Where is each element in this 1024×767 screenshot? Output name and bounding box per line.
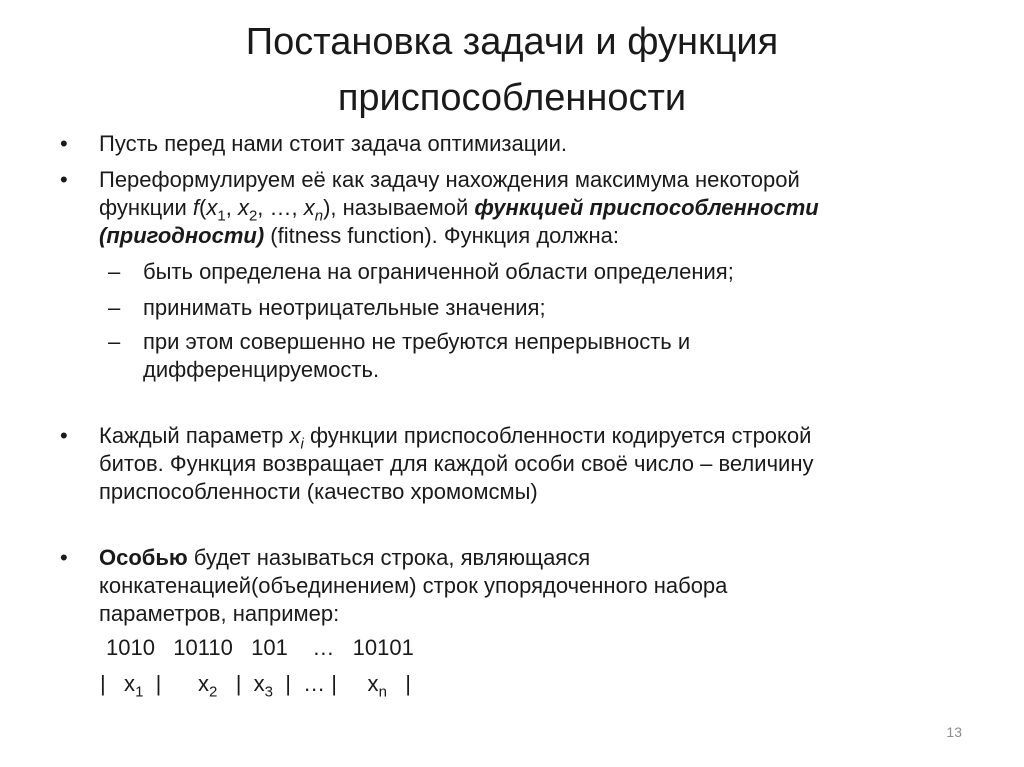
bullet-parameter-line-2: битов. Функция возвращает для каждой особи своё число – величину bbox=[99, 451, 814, 476]
fitness-term-alt: (пригодности) bbox=[99, 223, 265, 248]
bitstring-parameters: | $x_1$ | $x_2$ | $x_3$ | … | $x_n$ | bbox=[100, 671, 411, 701]
bullet-parameter-line-3: приспособленности (качество хромомсмы) bbox=[99, 479, 538, 504]
subitem-no-continuity-line-1: при этом совершенно не требуются непрерывность и bbox=[143, 329, 691, 354]
bullet-marker: • bbox=[60, 423, 68, 448]
bullet-optimization-task: Пусть перед нами стоит задача оптимизации. bbox=[99, 131, 568, 156]
bullet-individual-line-1: Особью будет называться строка, являющаяся bbox=[99, 545, 591, 570]
title-line-2: приспособленности bbox=[337, 77, 687, 119]
subitem-nonnegative: принимать неотрицательные значения; bbox=[143, 295, 546, 320]
individual-term: Особью bbox=[99, 545, 188, 570]
bullet-reformulate-line-1: Переформулируем её как задачу нахождения максимума некоторой bbox=[99, 167, 800, 192]
fitness-function-term: функцией приспособленности bbox=[474, 195, 819, 220]
bullet-individual-line-3: параметров, например: bbox=[99, 601, 340, 626]
bullet-individual-line-2: конкатенацией(объединением) строк упорядоченного набора bbox=[99, 573, 728, 598]
bullet-reformulate-line-3: (пригодности) (fitness function). Функция должна: bbox=[99, 223, 619, 248]
dash-marker: – bbox=[108, 259, 121, 284]
subitem-no-continuity-line-2: дифференцируемость. bbox=[143, 357, 380, 382]
slide-title bbox=[60, 14, 964, 126]
bullet-marker: • bbox=[60, 131, 68, 156]
subitem-bounded-domain: быть определена на ограниченной области определения; bbox=[143, 259, 734, 284]
bullet-parameter-line-1: Каждый параметр $x_i$ функции приспособленности кодируется строкой bbox=[99, 423, 812, 453]
title-line-1: Постановка задачи и функция bbox=[245, 21, 779, 63]
bullet-marker: • bbox=[60, 545, 68, 570]
dash-marker: – bbox=[108, 295, 121, 320]
bullet-marker: • bbox=[60, 167, 68, 192]
dash-marker: – bbox=[108, 329, 121, 354]
bitstring-example: 1010 10110 101 … 10101 bbox=[106, 635, 414, 660]
bullet-reformulate-line-2: функции $f(x_1$, $x_2$, …, $x_n$), называемой функцией приспособленности bbox=[99, 195, 819, 225]
slide-number: 13 bbox=[946, 724, 962, 740]
